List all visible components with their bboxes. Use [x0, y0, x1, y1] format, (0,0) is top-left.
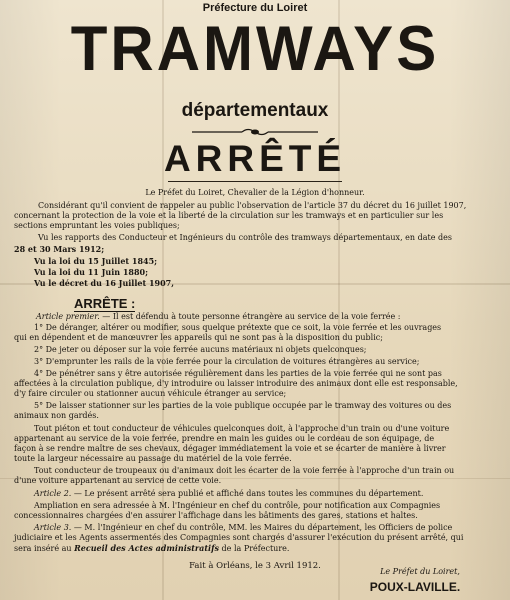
preamble-line: Considérant qu'il convient de rappeler au public l'observation de l'article 37 du décret du 16 juillet 1907, — [38, 201, 467, 210]
article-label: Article 3. — [34, 523, 72, 532]
preamble-line: concernant la protection de la voie et la liberté de la circulation sur les tramways et en particulier sur les — [14, 211, 444, 220]
text-run: sera inséré au — [14, 544, 75, 553]
prefecture-heading: Préfecture du Loiret — [202, 2, 308, 14]
article-label: Article premier. — [36, 312, 100, 321]
rule-line: d'une voiture appartenant au service de cette voie. — [14, 476, 222, 485]
signatory-name: POUX-LAVILLE. — [369, 580, 461, 594]
preamble-line: Vu les rapports des Conducteur et Ingénieurs du contrôle des tramways départementaux, en date des — [38, 233, 452, 242]
article-label: Article 2. — [34, 489, 72, 498]
clause-line: 5° De laisser stationner sur les parties de la voie publique occupée par le tramway des voitures ou des — [34, 401, 452, 410]
clause-line: affectées à la circulation publique, d'y introduire ou laisser introduire des animaux dont elle est responsable, — [14, 379, 458, 388]
article-1 — [36, 312, 401, 322]
divider — [168, 181, 342, 182]
ampliation-line: concessionnaires chargées d'en assurer l'affichage dans les bâtiments des gares, stations et haltes. — [14, 511, 418, 520]
clause-line: d'y faire circuler ou stationner aucun véhicule étranger au service; — [14, 389, 287, 398]
rule-line: façon à se rendre maître de ses chevaux, dégager immédiatement la voie et se écarter de manière à livrer — [14, 444, 446, 453]
article-2 — [34, 489, 423, 499]
article-3-line — [14, 543, 289, 554]
publication-name: Recueil des Actes administratifs — [74, 543, 220, 553]
rule-line: appartenant au service de la voie ferrée, prendre en main les guides ou le cordeau de son équipage, de — [14, 434, 435, 443]
preamble-line: Vu la loi du 11 Juin 1880; — [34, 267, 149, 277]
clause-line: 1° De déranger, altérer ou modifier, sous quelque prétexte que ce soit, la voie ferrée et les ouvrages — [34, 323, 442, 332]
article-3-line: judiciaire et les Agents assermentés des Compagnies sont chargés d'assurer l'exécution du présent arrêté, qui — [14, 533, 464, 542]
ornament-divider-icon — [190, 127, 320, 137]
rule-line: Tout piéton et tout conducteur de véhicules quelconques doit, à l'approche d'un train ou d'une voiture — [34, 424, 450, 433]
ampliation-line: Ampliation en sera adressée à M. l'Ingénieur en chef du contrôle, pour notification aux Compagnies — [34, 501, 441, 510]
article-text: — M. l'Ingénieur en chef du contrôle, MM. les Maires du département, les Officiers de police — [71, 523, 453, 532]
preamble-line: 28 et 30 Mars 1912; — [14, 244, 105, 254]
article-text: — Le présent arrêté sera publié et affiché dans toutes les communes du département. — [71, 489, 424, 498]
decree-heading: ARRÊTÉ — [163, 138, 347, 179]
signing-date: Fait à Orléans, le 3 Avril 1912. — [189, 561, 321, 571]
signatory-title: Le Préfet du Loiret, — [380, 567, 460, 576]
preamble-line: Le Préfet du Loiret, Chevalier de la Légion d'honneur. — [145, 188, 365, 197]
clause-line: 3° D'emprunter les rails de la voie ferrée pour la circulation de voitures étrangères au service; — [34, 357, 420, 366]
poster-subtitle: départementaux — [181, 100, 329, 121]
preamble-line: sections empruntant les voies publiques; — [14, 221, 180, 230]
poster-title: TRAMWAYS — [70, 13, 440, 84]
rule-line: toute la largeur nécessaire au passage du matériel de la voie ferrée. — [14, 454, 292, 463]
section-heading: ARRÊTE : — [74, 296, 136, 311]
clause-line: 2° De jeter ou déposer sur la voie ferrée aucuns matériaux ni objets quelconques; — [34, 345, 367, 354]
article-3 — [34, 523, 452, 533]
clause-line: 4° De pénétrer sans y être autorisée régulièrement dans les parties de la voie ferrée qui ne sont pas — [34, 369, 442, 378]
clause-line: qui en dépendent et de manœuvrer les appareils qui ne sont pas à la disposition du public; — [14, 333, 383, 342]
text-run: de la Préfecture. — [219, 544, 290, 553]
rule-line: Tout conducteur de troupeaux ou d'animaux doit les écarter de la voie ferrée à l'approche d'un train ou — [34, 466, 455, 475]
preamble-line: Vu le décret du 16 Juillet 1907, — [34, 278, 175, 288]
preamble-line: Vu la loi du 15 Juillet 1845; — [34, 256, 158, 266]
article-text: — Il est défendu à toute personne étrangère au service de la voie ferrée : — [99, 312, 401, 321]
clause-line: animaux non gardés. — [14, 411, 99, 420]
